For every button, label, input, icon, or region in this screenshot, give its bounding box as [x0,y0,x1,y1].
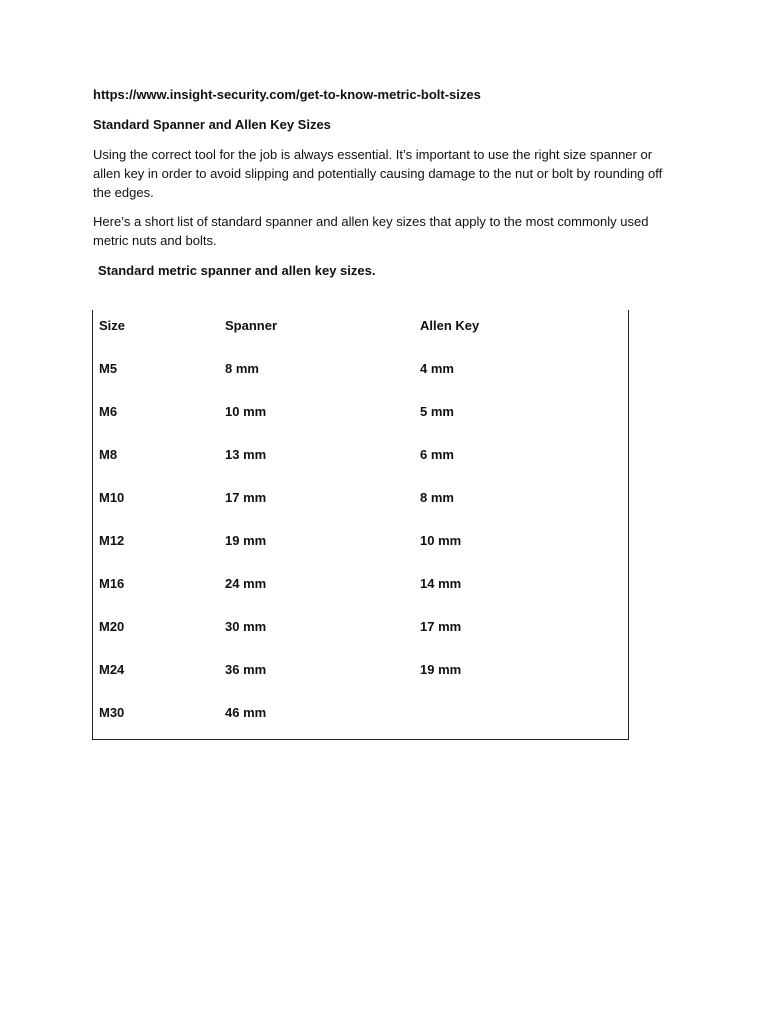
intro-paragraph: Using the correct tool for the job is always essential. It’s important to use the right size spanner or allen key in order to avoid slipping and potentially causing damage to the nut or bolt by rounding off the edges. [93,147,663,200]
cell-size: M24 [99,662,125,677]
cell-size: M20 [99,619,125,634]
table-row [93,360,628,378]
cell-size: M5 [99,361,118,376]
cell-spanner: 30 mm [225,619,267,634]
sizes-table [92,310,629,740]
table-row [93,575,628,593]
cell-spanner: 17 mm [225,490,267,505]
table-row [93,446,628,464]
header-size: Size [99,318,126,333]
header-spanner: Spanner [225,318,278,333]
cell-size: M6 [99,404,118,419]
source-url[interactable]: https://www.insight-security.com/get-to-know-metric-bolt-sizes [93,87,481,102]
list-intro-paragraph: Here’s a short list of standard spanner and allen key sizes that apply to the most commonly used metric nuts and bolts. [93,214,649,248]
cell-spanner: 10 mm [225,404,267,419]
cell-allen-key: 17 mm [420,619,462,634]
cell-size: M30 [99,705,125,720]
section-heading: Standard Spanner and Allen Key Sizes [93,117,331,132]
cell-spanner: 36 mm [225,662,267,677]
table-row [93,618,628,636]
cell-allen-key: 4 mm [420,361,454,376]
table-title: Standard metric spanner and allen key sizes. [98,263,376,278]
cell-spanner: 24 mm [225,576,267,591]
cell-size: M12 [99,533,125,548]
cell-allen-key: 5 mm [420,404,454,419]
cell-spanner: 19 mm [225,533,267,548]
cell-allen-key: 14 mm [420,576,462,591]
cell-spanner: 8 mm [225,361,259,376]
table-header-row [93,317,628,335]
cell-allen-key: 6 mm [420,447,454,462]
cell-allen-key: 8 mm [420,490,454,505]
cell-spanner: 13 mm [225,447,267,462]
cell-spanner: 46 mm [225,705,267,720]
table-row [93,661,628,679]
document-body [93,86,683,280]
cell-allen-key: 10 mm [420,533,462,548]
cell-allen-key: 19 mm [420,662,462,677]
table-row [93,532,628,550]
cell-size: M8 [99,447,118,462]
header-allen-key: Allen Key [420,318,480,333]
cell-size: M16 [99,576,125,591]
table-row [93,489,628,507]
table-row [93,704,628,722]
cell-size: M10 [99,490,125,505]
table-row [93,403,628,421]
